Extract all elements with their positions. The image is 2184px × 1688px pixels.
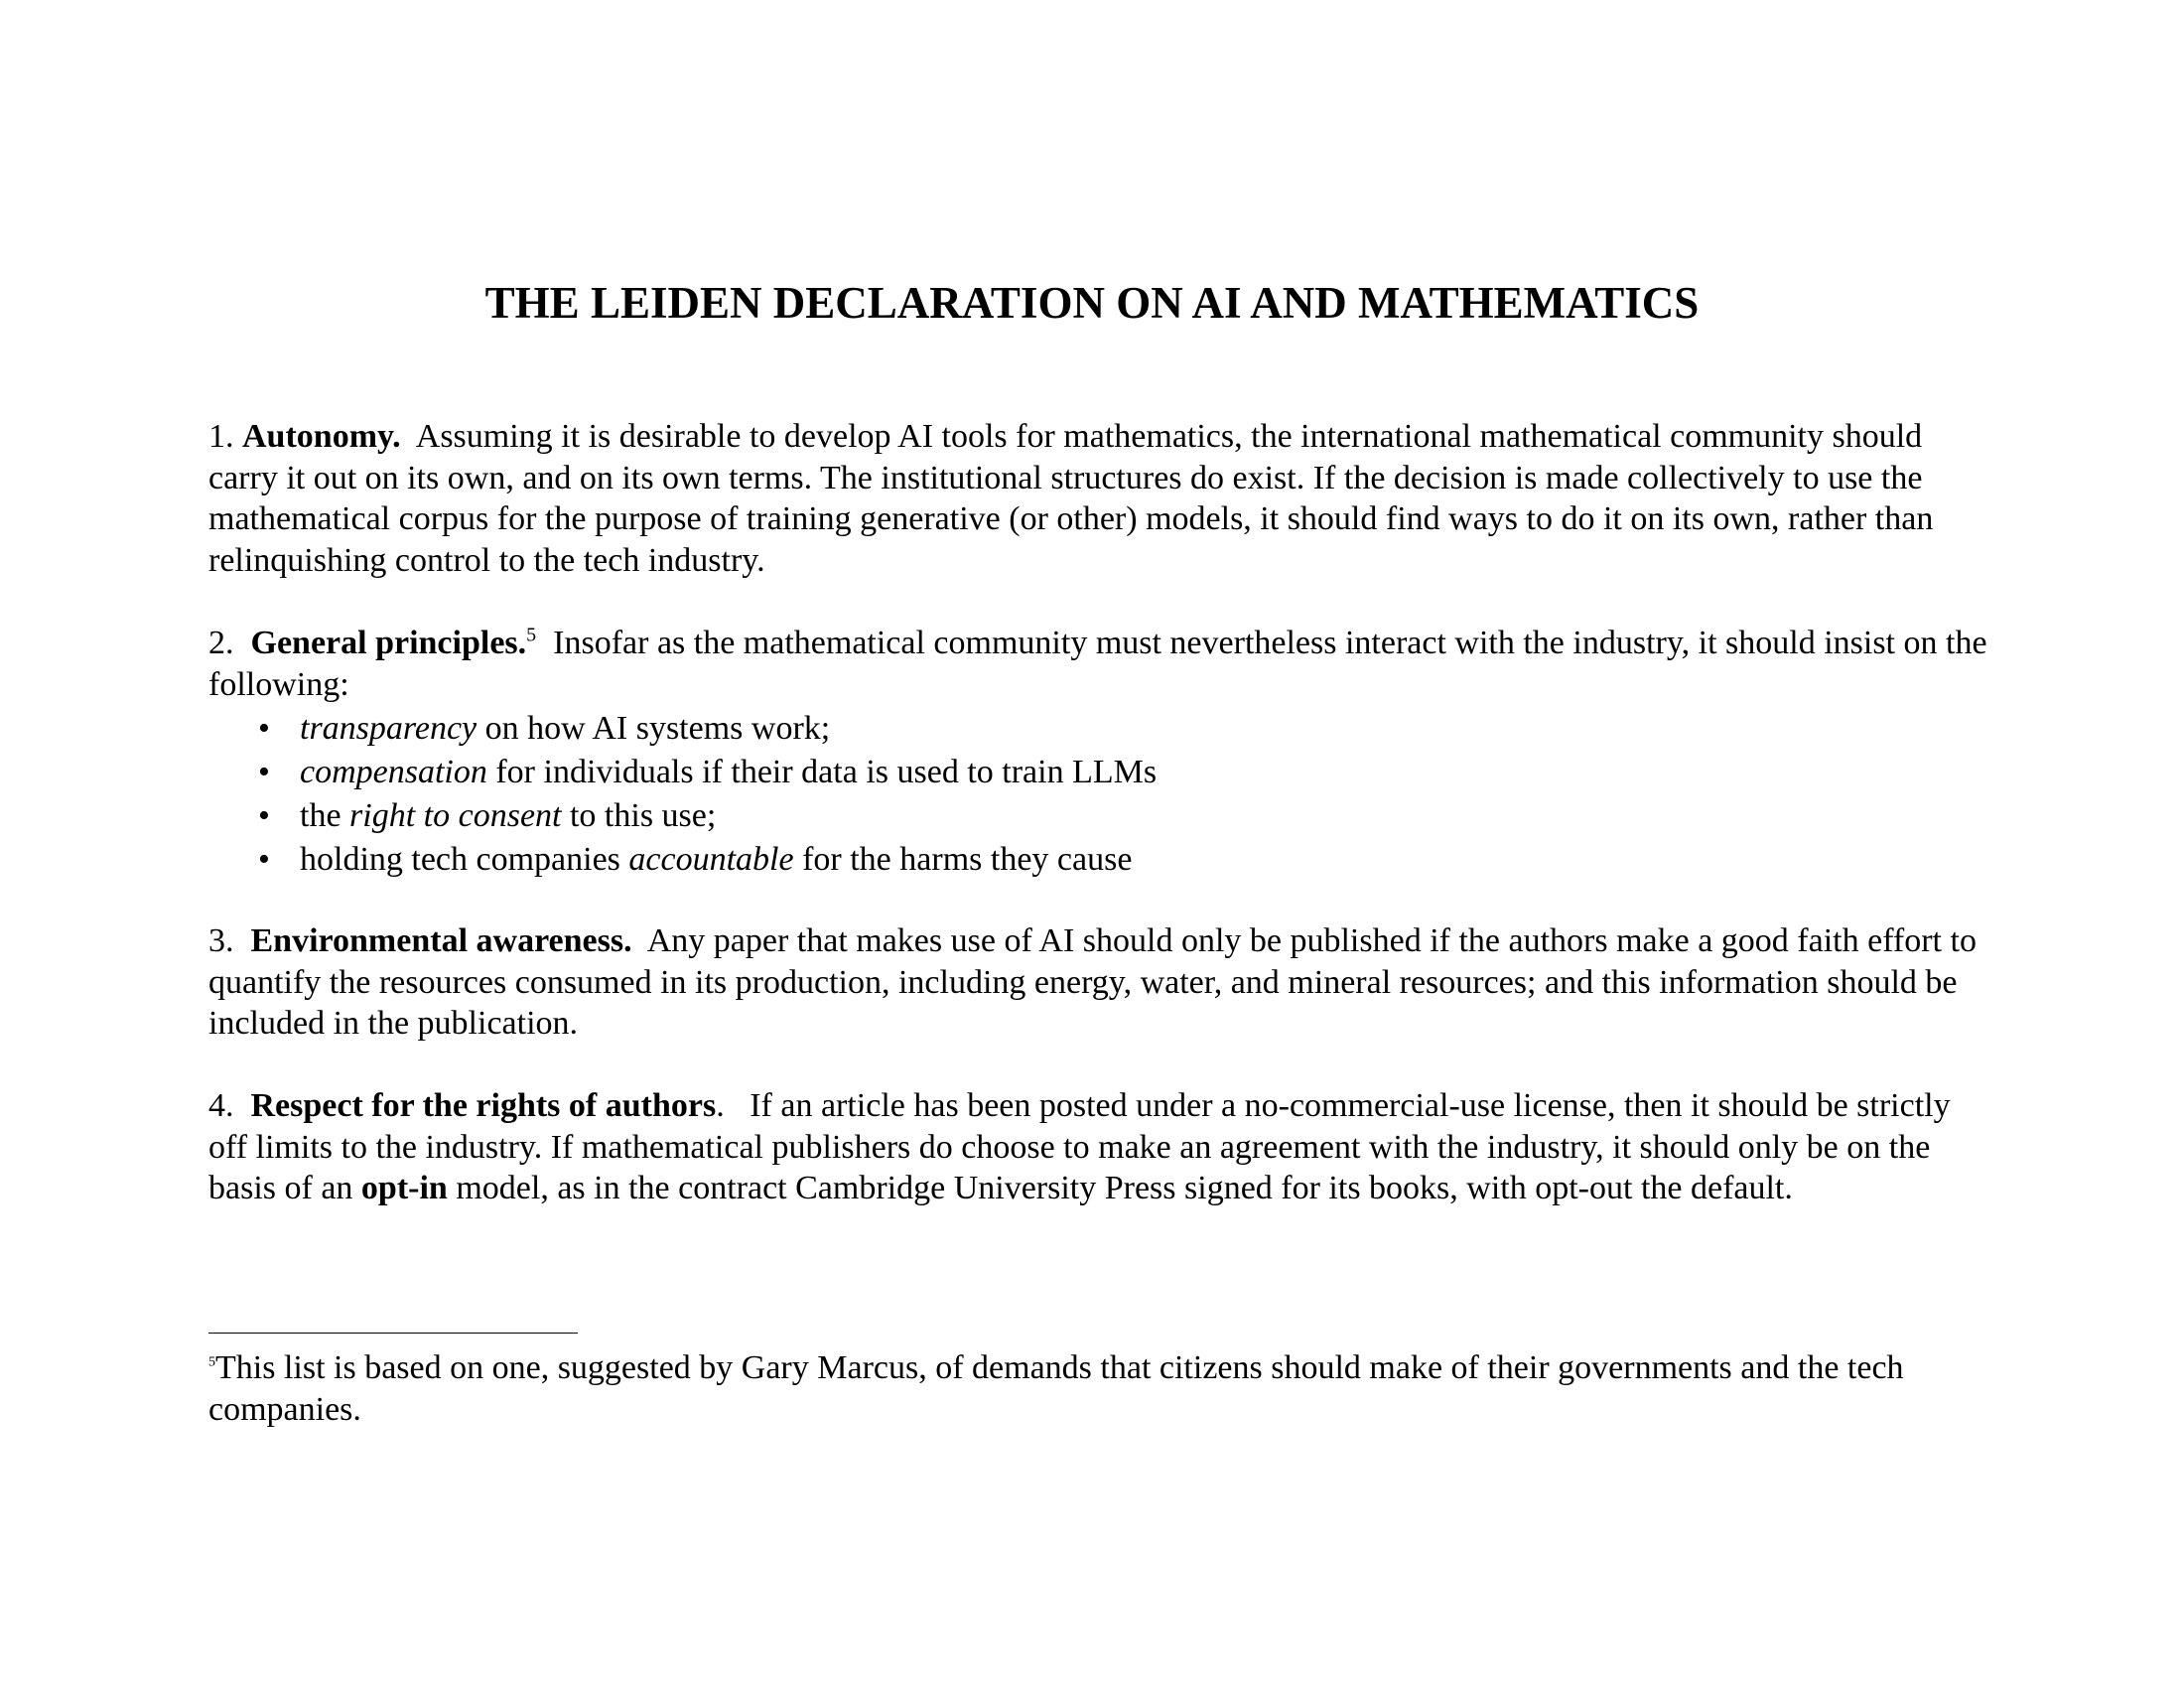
- item-text: to this use;: [561, 797, 717, 834]
- section-heading: General principles.: [250, 625, 527, 661]
- section-autonomy: [208, 416, 1995, 581]
- section-heading: Environmental awareness.: [250, 922, 632, 959]
- section-general-principles: [208, 623, 1995, 882]
- section-text: model, as in the contract Cambridge University Press signed for its books, with opt-out the default.: [447, 1170, 1793, 1206]
- item-emphasis: transparency: [300, 710, 478, 747]
- item-text: for the harms they cause: [793, 841, 1133, 878]
- section-text-bold: opt-in: [360, 1170, 448, 1206]
- footnote-reference: 5: [526, 624, 537, 646]
- item-text: on how AI systems work;: [477, 710, 831, 747]
- section-heading: Respect for the rights of authors: [250, 1087, 717, 1124]
- section-text: Any paper that makes use of AI should only be published if the authors make a good faith effort to quantify the resources consumed in its production, including energy, water, and mineral resources; and this information should be included in the publication.: [208, 922, 1977, 1042]
- section-text: If an article has been posted under a no-commercial-use license, then it should be strictly off limits to the industry. If mathematical publishers do choose to make an agreement with the industry, it should only be on the basis of an: [208, 1087, 1951, 1206]
- section-heading: Autonomy.: [242, 418, 401, 455]
- section-number: 3.: [208, 922, 234, 959]
- section-intro: [208, 623, 1995, 705]
- item-text: for individuals if their data is used to train LLMs: [486, 754, 1158, 790]
- list-item: [258, 838, 1995, 882]
- section-number: 4.: [208, 1087, 234, 1124]
- bullet-icon: •: [258, 841, 270, 878]
- bullet-icon: •: [258, 710, 270, 747]
- section-number: 2.: [208, 625, 234, 661]
- item-text: the: [300, 797, 350, 834]
- list-item: [258, 751, 1995, 794]
- item-emphasis: right to consent: [349, 797, 562, 834]
- footnote-text: This list is based on one, suggested by Gary Marcus, of demands that citizens should make of their governments and the tech companies.: [208, 1349, 1904, 1428]
- footnote-divider: [208, 1333, 578, 1334]
- section-text: Assuming it is desirable to develop AI tools for mathematics, the international mathematical community should carry it out on its own, and on its own terms. The institutional structures do exist. If the decision is made collectively to use the mathematical corpus for the purpose of training generative (or other) models, it should find ways to do it on its own, rather than relinquishing control to the tech industry.: [208, 418, 1934, 579]
- item-emphasis: accountable: [628, 841, 794, 878]
- item-emphasis: compensation: [300, 754, 487, 790]
- list-item: [258, 707, 1995, 751]
- footnote-mark: 5: [208, 1354, 215, 1370]
- section-rights-of-authors: [208, 1085, 1995, 1209]
- principles-list: [208, 707, 1995, 882]
- list-item: [258, 794, 1995, 838]
- section-text: Insofar as the mathematical community must nevertheless interact with the industry, it should insist on the following:: [208, 625, 1987, 703]
- footnote: [208, 1347, 1995, 1430]
- section-environmental-awareness: [208, 920, 1995, 1045]
- bullet-icon: •: [258, 797, 270, 834]
- document-title: THE LEIDEN DECLARATION ON AI AND MATHEMATICS: [484, 278, 1700, 328]
- bullet-icon: •: [258, 754, 270, 790]
- heading-punctuation: .: [716, 1087, 725, 1124]
- section-number: 1.: [208, 418, 234, 455]
- item-text: holding tech companies: [300, 841, 629, 878]
